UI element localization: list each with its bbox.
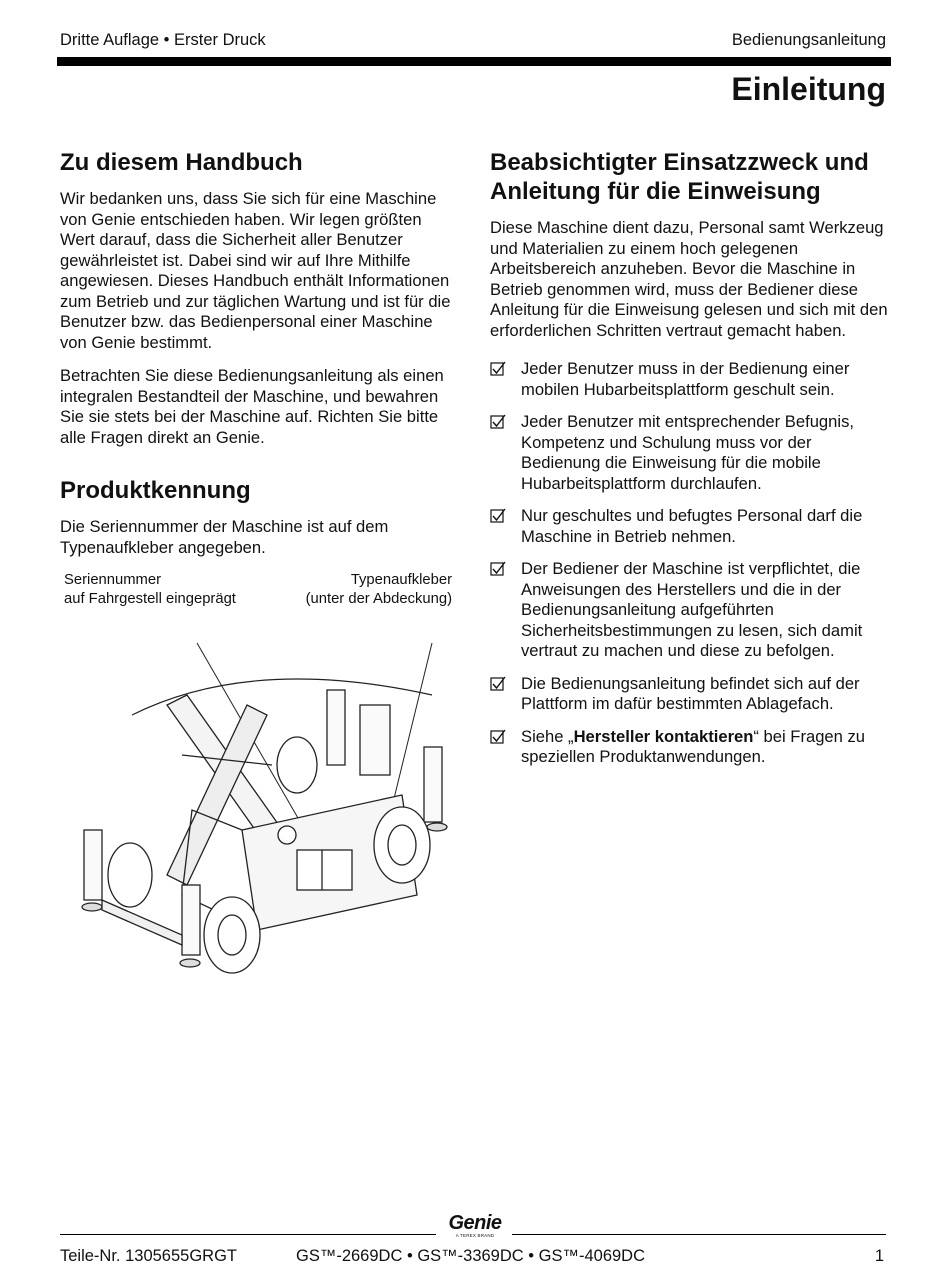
checkbox-checked-icon (490, 414, 506, 430)
page-number: 1 (874, 1247, 884, 1265)
right-column (490, 148, 890, 780)
left-column (60, 148, 460, 611)
scissor-lift-illustration (72, 635, 460, 980)
product-id-paragraph: Die Seriennummer der Maschine ist auf dem Typenaufkleber angegeben. (60, 517, 389, 557)
edition-info: Dritte Auflage • Erster Druck (60, 31, 266, 49)
contact-manufacturer-reference: Hersteller kontaktieren (573, 726, 754, 746)
genie-logo: Genie A TEREX BRAND (448, 1212, 502, 1238)
checklist-item: Jeder Benutzer muss in der Bedienung einer mobilen Hubarbeitsplattform geschult sein. (490, 359, 890, 400)
checklist-item: Jeder Benutzer mit entsprechender Befugnis, Kompetenz und Schulung muss vor der Bedienung die Einweisung für die mobile Hubarbeitsplattform durchlaufen. (490, 412, 890, 494)
checklist-item-contact: Siehe „Hersteller kontaktieren“ bei Fragen zu speziellen Produktanwendungen. (490, 727, 890, 768)
checkbox-checked-icon (490, 676, 506, 692)
chapter-title: Einleitung (731, 71, 886, 107)
checklist-item: Der Bediener der Maschine ist verpflichtet, die Anweisungen des Herstellers und die in der Bedienungsanleitung aufgeführten Sicherheitsbestimmungen zu lesen, sich damit vertraut zu machen und diese zu befolgen. (490, 559, 890, 662)
checklist-item: Nur geschultes und befugtes Personal darf die Maschine in Betrieb nehmen. (490, 506, 890, 547)
section-title-intended-use: Beabsichtigter Einsatzzweck und Anleitung für die Einweisung (490, 149, 869, 205)
footer-rule-right (512, 1234, 886, 1235)
checkbox-checked-icon (490, 508, 506, 524)
section-title-product-id: Produktkennung (60, 477, 251, 504)
checkbox-checked-icon (490, 561, 506, 577)
instruction-checklist (490, 359, 890, 768)
checklist-item: Die Bedienungsanleitung befindet sich auf der Plattform im dafür bestimmten Ablagefach. (490, 674, 890, 715)
header-rule (57, 57, 891, 66)
serial-number-label: Seriennummer auf Fahrgestell eingeprägt (64, 572, 236, 607)
model-list: GS™-2669DC • GS™-3369DC • GS™-4069DC (296, 1247, 646, 1265)
section-title-about-manual: Zu diesem Handbuch (60, 149, 303, 176)
manual-type: Bedienungsanleitung (731, 31, 886, 49)
about-paragraph-2: Betrachten Sie diese Bedienungsanleitung als einen integralen Bestandteil der Maschine, und bewahren Sie sie stets bei der Maschine auf. Richten Sie bitte alle Fragen direkt an Genie. (60, 366, 444, 447)
checkbox-checked-icon (490, 729, 506, 745)
illustration-labels (60, 571, 460, 611)
footer-rule-left (60, 1234, 436, 1235)
part-number: Teile-Nr. 1305655GRGT (60, 1247, 237, 1265)
checkbox-checked-icon (490, 361, 506, 377)
intended-use-intro: Diese Maschine dient dazu, Personal samt Werkzeug und Materialien zu einem hoch gelegenen Arbeitsbereich anzuheben. Bevor die Maschine in Betrieb genommen wird, muss der Bediener diese Anleitung für die Einweisung gelesen und sich mit den erforderlichen Schritten vertraut gemacht haben. (490, 218, 888, 340)
type-label-label: Typenaufkleber (unter der Abdeckung) (305, 572, 452, 607)
about-paragraph-1: Wir bedanken uns, dass Sie sich für eine Maschine von Genie entschieden haben. Wir legen größten Wert darauf, dass die Sicherheit aller Benutzer gewährleistet ist. Dabei sind wir auf Ihre Mithilfe angewiesen. Dieses Handbuch enthält Informationen zum Betrieb und zur täglichen Wartung und ist für die Benutzer bzw. das Bedienpersonal einer Maschine von Genie bestimmt. (60, 189, 451, 352)
